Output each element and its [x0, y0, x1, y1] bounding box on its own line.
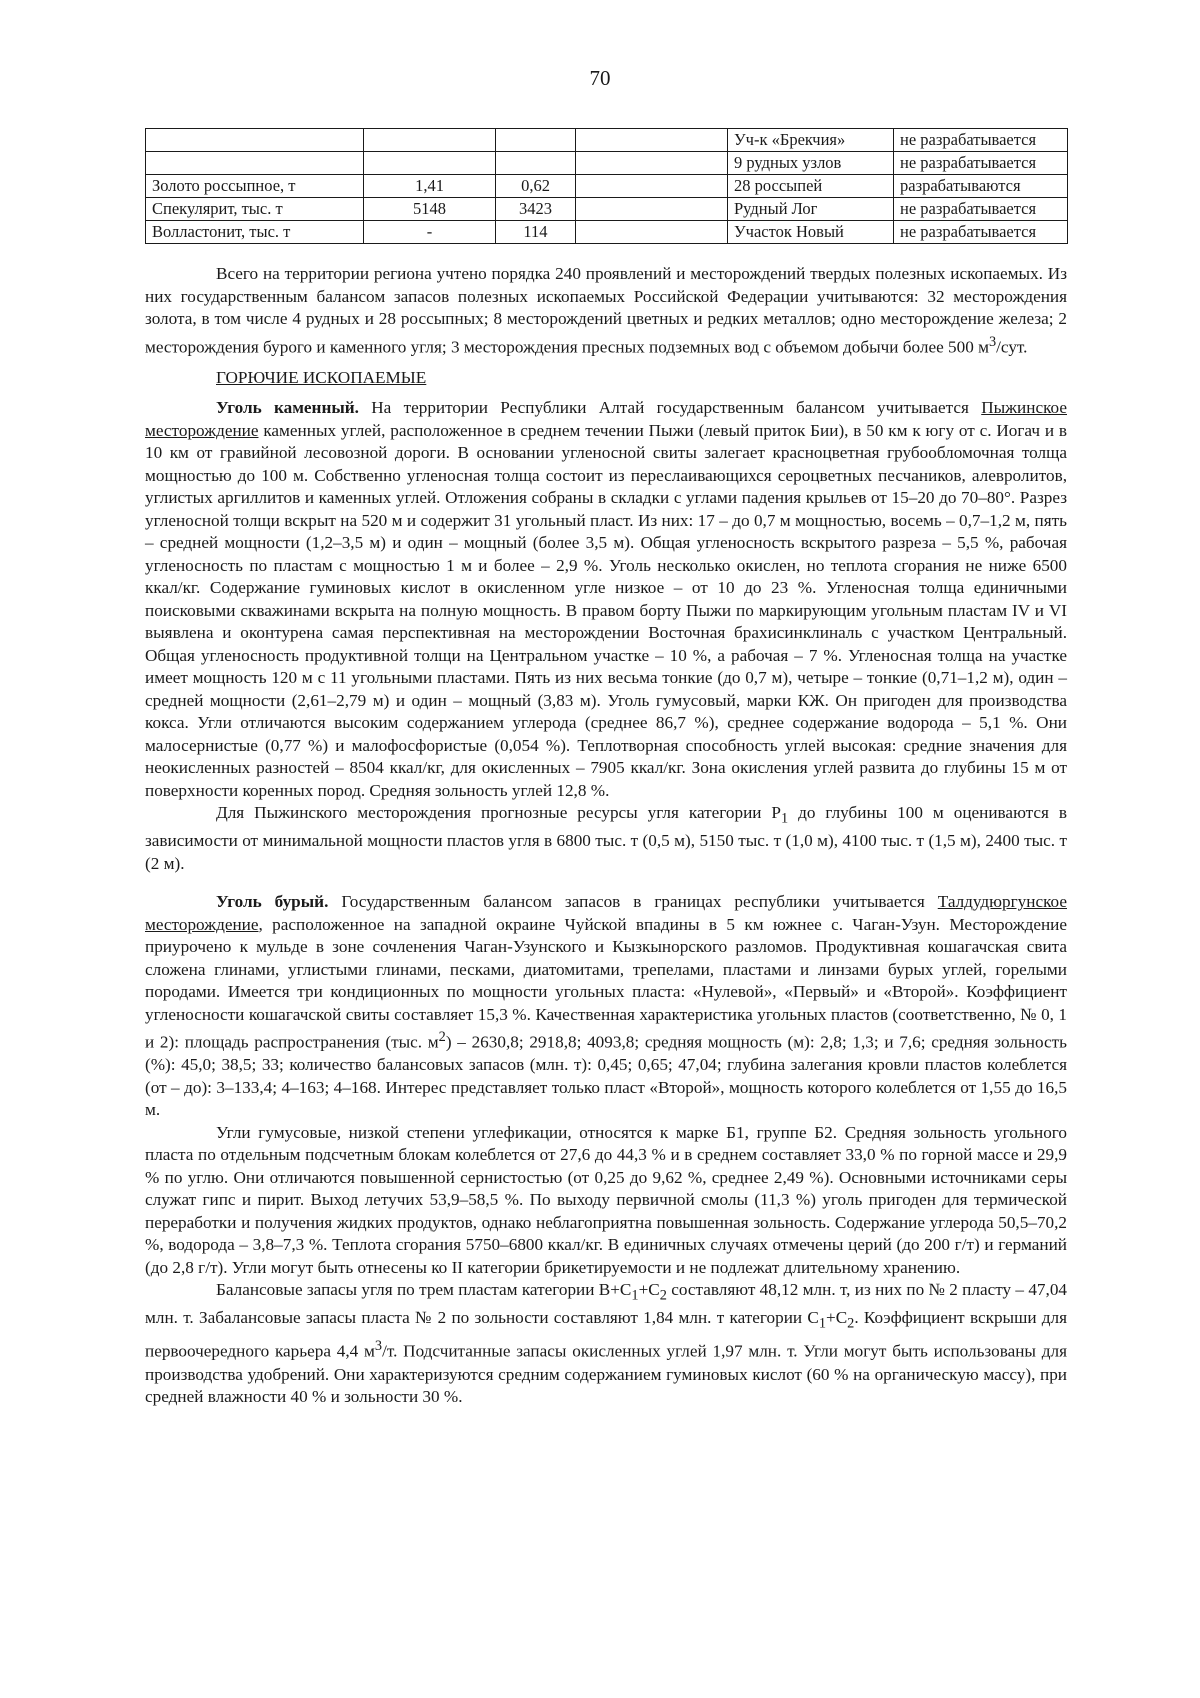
- table-cell: [576, 221, 728, 244]
- paragraph-hard-coal: Уголь каменный. На территории Республики Алтай государственным балансом учитывается Пыжинское месторождение каменных углей, расположенное в среднем течении Пыжи (левый приток Бии), в 50 км к югу от с. Иогач и в 10 км от гравийной лесовозной дороги. В основании угленосной свиты залегает красноцветная грубообломочная толща мощностью до 100 м. Собственно угленосная толща состоит из переслаивающихся сероцветных песчаников, алевролитов, углистых аргиллитов и каменных углей. Отложения собраны в складки с углами падения крыльев от 15–20 до 70–80°. Разрез угленосной толщи вскрыт на 520 м и содержит 31 угольный пласт. Из них: 17 – до 0,7 м мощностью, восемь – 0,7–1,2 м, пять – средней мощности (1,2–3,5 м) и один – мощный (более 3,5 м). Общая угленосность вскрытого разреза – 5,5 %, рабочая угленосность по пластам с мощностью 1 м и более – 2,9 %. Уголь несколько окислен, но теплота сгорания не ниже 6500 ккал/кг. Содержание гуминовых кислот в окисленном угле низкое – от 10 до 23 %. Угленосная толща единичными поисковыми скважинами вскрыта на полную мощность. В правом борту Пыжи по маркирующим угольным пластам IV и VI выявлена и оконтурена самая перспективная на месторождении Восточная брахисинклиналь с участком Центральный. Общая угленосность продуктивной толщи на Центральном участке – 10 %, а рабочая – 7 %. Угленосная толща на участке имеет мощность 120 м с 11 угольными пластами. Пять из них весьма тонкие (до 0,7 м), четыре – тонкие (0,71–1,2 м), один – средней мощности (2,61–2,79 м) и один – мощный (3,83 м). Уголь гумусовый, марки КЖ. Он пригоден для производства кокса. Угли отличаются высоким содержанием углерода (среднее 86,7 %), среднее содержание водорода – 5,1 %. Они малосернистые (0,77 %) и малофосфористые (0,054 %). Теплотворная способность углей высокая: средние значения для неокисленных разностей – 8504 ккал/кг, для окисленных – 7905 ккал/кг. Зона окисления углей развита до глубины 15 м от поверхности коренных пород. Средняя зольность углей 12,8 %.: [145, 398, 1067, 800]
- table-row: [146, 198, 1068, 221]
- table-cell: [496, 129, 576, 152]
- document-body: [145, 263, 1067, 1409]
- table-cell: [576, 198, 728, 221]
- table-cell: 114: [496, 221, 576, 244]
- table-cell: разрабатываются: [894, 175, 1068, 198]
- table-cell: 1,41: [364, 175, 496, 198]
- table-cell: [576, 175, 728, 198]
- table-cell: 0,62: [496, 175, 576, 198]
- hard-coal-lead: Уголь каменный.: [216, 398, 359, 418]
- taldudyurgunskoe-deposit-label: Талдудюргунское месторождение: [145, 892, 1067, 934]
- table-cell: 9 рудных узлов: [728, 152, 894, 175]
- table-cell: Уч-к «Брекчия»: [728, 129, 894, 152]
- brown-coal-lead: Уголь бурый.: [216, 892, 329, 912]
- table-cell: -: [364, 221, 496, 244]
- table-cell: Волластонит, тыс. т: [146, 221, 364, 244]
- table-cell: не разрабатывается: [894, 152, 1068, 175]
- paragraph-brown-coal: Уголь бурый. Государственным балансом запасов в границах республики учитывается Талдудюргунское месторождение, расположенное на западной окраине Чуйской впадины в 5 км южнее с. Чаган-Узун. Месторождение приурочено к мульде в зоне сочленения Чаган-Узунского и Кызкынорского разломов. Продуктивная кошагачская свита сложена глинами, углистыми глинами, песками, диатомитами, трепелами, пластами и линзами бурых углей, горелыми породами. Имеется три кондиционных по мощности угольных пласта: «Нулевой», «Первый» и «Второй». Коэффициент угленосности кошагачской свиты составляет 15,3 %. Качественная характеристика угольных пластов (соответственно, № 0, 1 и 2): площадь распространения (тыс. $м^2) - 2630,8$; 2918,8; 4093,8; средняя мощность (м): 2,8; 1,3; и 7,6; средняя зольность (%): 45,0; 38,5; 33; количество балансовых запасов (млн. т): 0,45; 0,65; 47,04; глубина залегания кровли пластов колеблется (от – до): 3–133,4; 4–163; 4–168. Интерес представляет только пласт «Второй», мощность которого колеблется от 1,55 до 16,5 м.: [145, 892, 1067, 1120]
- table-cell: не разрабатывается: [894, 198, 1068, 221]
- table-row: [146, 152, 1068, 175]
- paragraph-coal-quality: Угли гумусовые, низкой степени углефикации, относятся к марке Б1, группе Б2. Средняя зольность угольного пласта по отдельным подсчетным блокам колеблется от 27,6 до 44,3 % и в среднем составляет 33,0 % по горной массе и 29,9 % по углю. Они отличаются повышенной сернистостью (от 0,25 до 9,62 %, среднее 2,49 %). Основными источниками серы служат гипс и пирит. Выход летучих 53,9–58,5 %. По выходу первичной смолы (11,3 %) уголь пригоден для термической переработки и получения жидких продуктов, однако неблагоприятна повышенная зольность. Содержание углерода 50,5–70,2 %, водорода – 3,8–7,3 %. Теплота сгорания 5750–6800 ккал/кг. В единичных случаях отмечены церий (до 200 г/т) и германий (до 2,8 г/т). Угли могут быть отнесены ко II категории брикетируемости и не подлежат длительному хранению.: [145, 1122, 1067, 1277]
- table-cell: 3423: [496, 198, 576, 221]
- page-number: 70: [589, 66, 611, 90]
- table-cell: Рудный Лог: [728, 198, 894, 221]
- table-row: [146, 129, 1068, 152]
- table-cell: [576, 152, 728, 175]
- table-row: [146, 175, 1068, 198]
- table-body: [146, 129, 1068, 244]
- table-cell: [576, 129, 728, 152]
- paragraph-forecast-resources: Для Пыжинского месторождения прогнозные ресурсы угля категории $Р_1$ до глубины 100 м оцениваются в зависимости от минимальной мощности пластов угля в 6800 тыс. т (0,5 м), 5150 тыс. т (1,0 м), 4100 тыс. т (1,5 м), 2400 тыс. т (2 м).: [145, 803, 1067, 873]
- section-heading: ГОРЮЧИЕ ИСКОПАЕМЫЕ: [216, 367, 427, 387]
- paragraph-summary: Всего на территории региона учтено порядка 240 проявлений и месторождений твердых полезных ископаемых. Из них государственным балансом запасов полезных ископаемых Российской Федерации учитываются: 32 месторождения золота, в том числе 4 рудных и 28 россыпных; 8 месторождений цветных и редких металлов; одно месторождение железа; 2 месторождения бурого и каменного угля; 3 месторождения пресных подземных вод с объемом добычи более 500 $м^3$/сут.: [145, 264, 1067, 357]
- table-cell: 5148: [364, 198, 496, 221]
- table-cell: [146, 152, 364, 175]
- paragraph-balance-reserves: Балансовые запасы угля по трем пластам категории $В+С_1+С_2$ составляют 48,12 млн. т, из них по № 2 пласту – 47,04 млн. т. Забалансовые запасы пласта № 2 по зольности составляют 1,84 млн. т категории $С_1+С_2$. Коэффициент вскрыши для первоочередного карьера 4,4 $м^3/т$. Подсчитанные запасы окисленных углей 1,97 млн. т. Угли могут быть использованы для производства удобрений. Они характеризуются средним содержанием гуминовых кислот (60 % на органическую массу), при средней влажности 40 % и зольности 30 %.: [145, 1280, 1068, 1407]
- table-cell: не разрабатывается: [894, 221, 1068, 244]
- table-cell: [364, 152, 496, 175]
- table-cell: [146, 129, 364, 152]
- table-row: [146, 221, 1068, 244]
- table-cell: Золото россыпное, т: [146, 175, 364, 198]
- table-cell: [496, 152, 576, 175]
- pyzhinskoe-deposit-label: Пыжинское месторождение: [145, 398, 1067, 440]
- table-cell: не разрабатывается: [894, 129, 1068, 152]
- table-cell: 28 россыпей: [728, 175, 894, 198]
- minerals-table: [145, 128, 1068, 244]
- table-cell: [364, 129, 496, 152]
- table-cell: Участок Новый: [728, 221, 894, 244]
- table-cell: Спекулярит, тыс. т: [146, 198, 364, 221]
